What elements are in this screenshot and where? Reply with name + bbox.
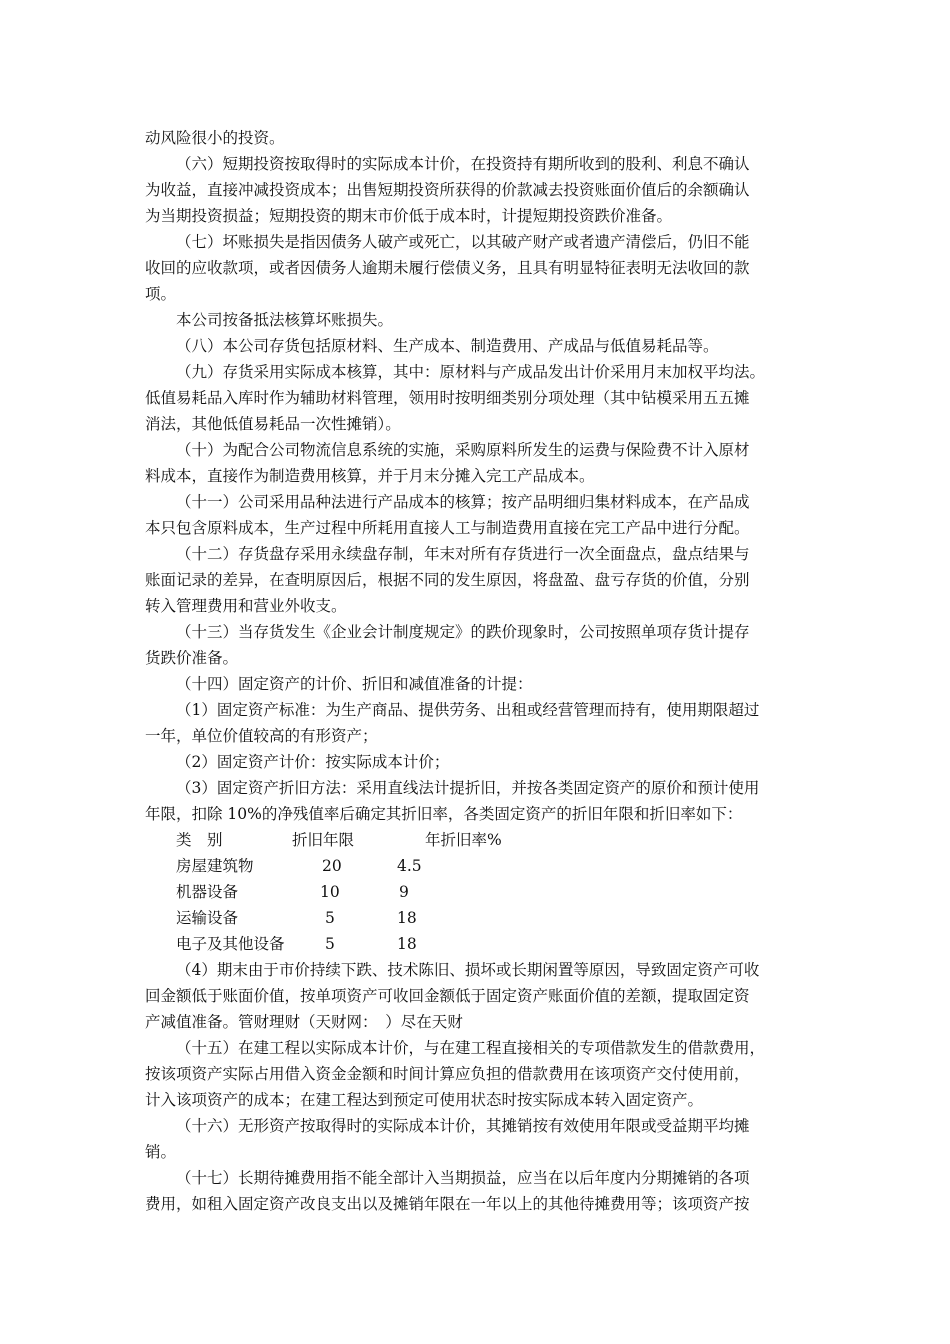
text-line: 本公司按备抵法核算坏账损失。 xyxy=(176,311,394,329)
text-line: （六）短期投资按取得时的实际成本计价，在投资持有期所收到的股利、利息不确认 xyxy=(176,155,750,173)
text-line: （2）固定资产计价：按实际成本计价； xyxy=(176,753,450,771)
table-cell-years: 5 xyxy=(325,935,335,953)
text-line: （十七）长期待摊费用指不能全部计入当期损益，应当在以后年度内分期摊销的各项 xyxy=(176,1169,750,1187)
text-line: 本只包含原料成本，生产过程中所耗用直接人工与制造费用直接在完工产品中进行分配。 xyxy=(145,519,750,537)
text-line: 年限，扣除 10%的净残值率后确定其折旧率，各类固定资产的折旧年限和折旧率如下： xyxy=(145,805,743,823)
text-line: （1）固定资产标准：为生产商品、提供劳务、出租或经营管理而持有，使用期限超过 xyxy=(176,701,760,719)
text-line: 一年，单位价值较高的有形资产； xyxy=(145,727,378,745)
text-line: （十四）固定资产的计价、折旧和减值准备的计提： xyxy=(176,675,533,693)
text-line: （十一）公司采用品种法进行产品成本的核算；按产品明细归集材料成本，在产品成 xyxy=(176,493,750,511)
text-line: 产减值准备。管财理财（天财网： ）尽在天财 xyxy=(145,1013,463,1031)
table-cell-rate: 4.5 xyxy=(397,857,422,875)
text-line: 为当期投资损益；短期投资的期末市价低于成本时，计提短期投资跌价准备。 xyxy=(145,207,673,225)
table-cell-years: 20 xyxy=(322,857,342,875)
table-header-category: 类 别 xyxy=(176,831,223,849)
text-line: 为收益，直接冲减投资成本；出售短期投资所获得的价款减去投资账面价值后的余额确认 xyxy=(145,181,750,199)
text-line: 账面记录的差异，在查明原因后，根据不同的发生原因，将盘盈、盘亏存货的价值，分别 xyxy=(145,571,750,589)
table-cell-rate: 18 xyxy=(397,909,417,927)
text-line: 回金额低于账面价值，按单项资产可收回金额低于固定资产账面价值的差额，提取固定资 xyxy=(145,987,750,1005)
text-line: （七）坏账损失是指因债务人破产或死亡，以其破产财产或者遗产清偿后，仍旧不能 xyxy=(176,233,750,251)
text-line: 动风险很小的投资。 xyxy=(145,129,285,147)
text-line: 收回的应收款项，或者因债务人逾期未履行偿债义务，且具有明显特征表明无法收回的款 xyxy=(145,259,750,277)
text-line: （3）固定资产折旧方法：采用直线法计提折旧，并按各类固定资产的原价和预计使用 xyxy=(176,779,760,797)
text-line: 低值易耗品入库时作为辅助材料管理，领用时按明细类别分项处理（其中钻模采用五五摊 xyxy=(145,389,750,407)
text-line: （十二）存货盘存采用永续盘存制，年末对所有存货进行一次全面盘点，盘点结果与 xyxy=(176,545,750,563)
table-cell-category: 运输设备 xyxy=(176,909,239,927)
text-line: （十六）无形资产按取得时的实际成本计价，其摊销按有效使用年限或受益期平均摊 xyxy=(176,1117,750,1135)
text-line: （4）期末由于市价持续下跌、技术陈旧、损坏或长期闲置等原因，导致固定资产可收 xyxy=(176,961,760,979)
table-cell-rate: 9 xyxy=(399,883,409,901)
text-line: 项。 xyxy=(145,285,177,303)
table-cell-years: 5 xyxy=(325,909,335,927)
text-line: 销。 xyxy=(145,1143,177,1161)
table-cell-category: 电子及其他设备 xyxy=(176,935,285,953)
text-line: 料成本，直接作为制造费用核算，并于月末分摊入完工产品成本。 xyxy=(145,467,595,485)
text-line: 消法，其他低值易耗品一次性摊销）。 xyxy=(145,415,401,433)
text-line: （十三）当存货发生《企业会计制度规定》的跌价现象时，公司按照单项存货计提存 xyxy=(176,623,750,641)
text-line: 货跌价准备。 xyxy=(145,649,239,667)
text-line: （八）本公司存货包括原材料、生产成本、制造费用、产成品与低值易耗品等。 xyxy=(176,337,719,355)
text-line: 按该项资产实际占用借入资金金额和时间计算应负担的借款费用在该项资产交付使用前， xyxy=(145,1065,750,1083)
table-cell-category: 机器设备 xyxy=(176,883,239,901)
text-line: 计入该项资产的成本；在建工程达到预定可使用状态时按实际成本转入固定资产。 xyxy=(145,1091,704,1109)
text-line: （九）存货采用实际成本核算，其中：原材料与产成品发出计价采用月末加权平均法。 xyxy=(176,363,766,381)
text-line: （十五）在建工程以实际成本计价，与在建工程直接相关的专项借款发生的借款费用， xyxy=(176,1039,766,1057)
table-cell-category: 房屋建筑物 xyxy=(176,857,254,875)
table-header-years: 折旧年限 xyxy=(292,831,355,849)
text-line: 转入管理费用和营业外收支。 xyxy=(145,597,347,615)
table-header-rate: 年折旧率% xyxy=(425,831,502,849)
text-line: 费用，如租入固定资产改良支出以及摊销年限在一年以上的其他待摊费用等；该项资产按 xyxy=(145,1195,750,1213)
text-line: （十）为配合公司物流信息系统的实施，采购原料所发生的运费与保险费不计入原材 xyxy=(176,441,750,459)
table-cell-years: 10 xyxy=(320,883,340,901)
table-cell-rate: 18 xyxy=(397,935,417,953)
